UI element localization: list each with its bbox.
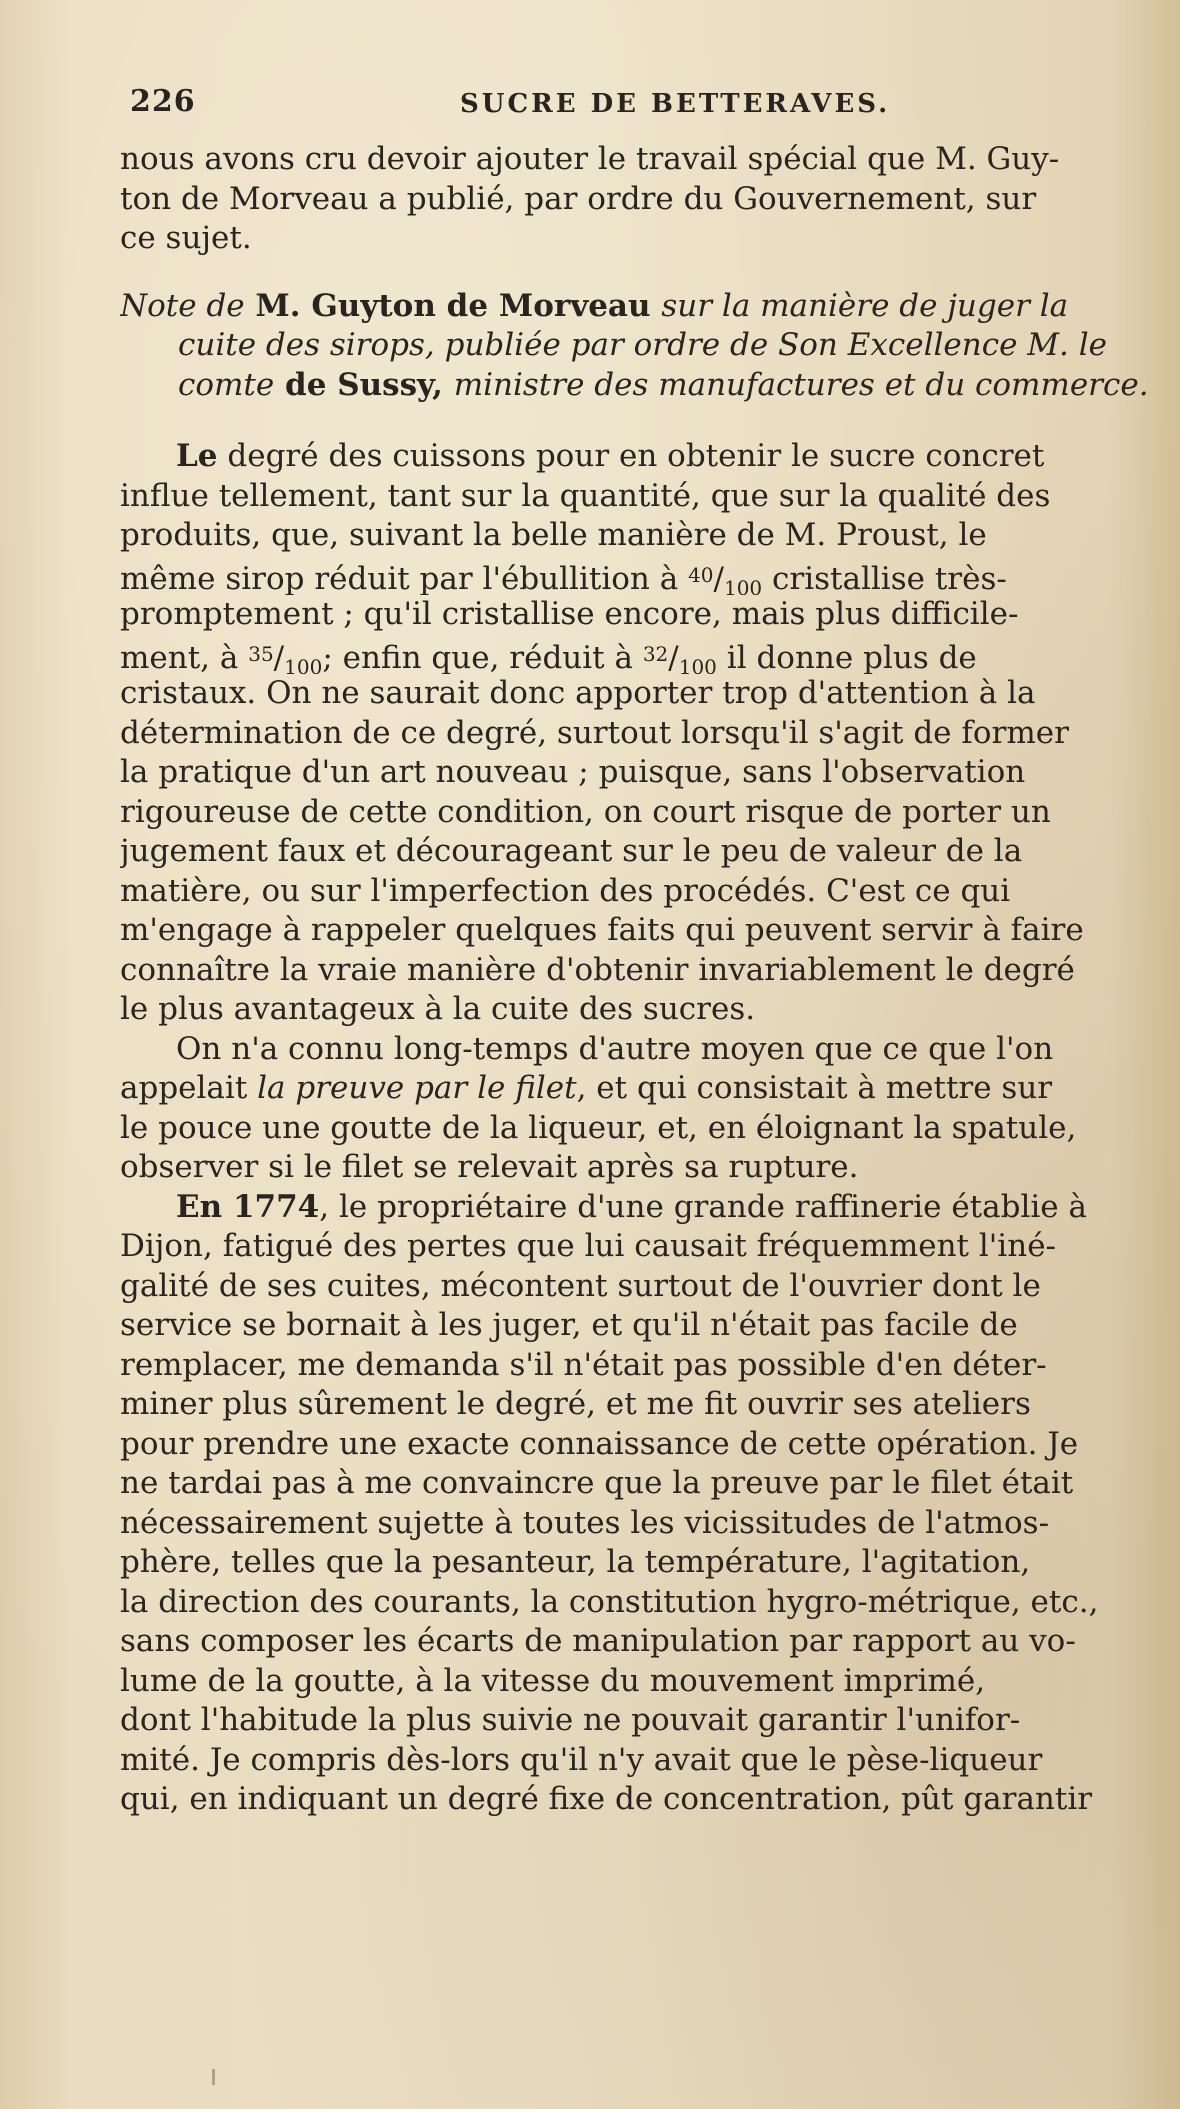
para3-line-10: phère, telles que la pesanteur, la température, l'agitation, [120,1544,1031,1580]
para1-line-6-c: il donne plus de [716,639,977,674]
para1-line-4: même sirop réduit par l'ébullition à $^{40}/_{100}$ cristallise très- [120,556,1180,596]
fraction-32-denominator: 100 [678,654,717,674]
spacer [120,259,1180,287]
para1-line-14: connaître la vraie manière d'obtenir invariablement le degré [120,951,1075,988]
note-title-a: sur la manière de juger la [661,287,1069,324]
para3-line-11: la direction des courants, la constitution hygro-métrique, etc., [120,1583,1099,1620]
body-text [120,140,1180,1820]
note-heading-line-3 [120,366,1180,406]
intro-line-3: ce sujet. [120,220,252,256]
para1-line-2: influe tellement, tant sur la quantité, que sur la qualité des [120,477,1051,514]
para3-line-1 [120,1188,1180,1228]
page-number: 226 [130,84,196,119]
running-head [130,80,1060,124]
para1-line-13: m'engage à rappeler quelques faits qui peuvent servir à faire [120,912,1084,948]
fraction-40-denominator: 100 [723,575,763,595]
para1-line-5: promptement ; qu'il cristallise encore, mais plus difficile- [120,596,1019,632]
para3-line-6: miner plus sûrement le degré, et me fit ouvrir ses ateliers [120,1386,1031,1422]
para1-line-12: matière, ou sur l'imperfection des procédés. C'est ce qui [120,872,1011,909]
para1-line-15: le plus avantageux à la cuite des sucres. [120,991,756,1027]
para2-line-2 [120,1069,1180,1109]
paper-mark [212,2069,215,2085]
para3-line-16: qui, en indiquant un degré fixe de concentration, pût garantir [120,1781,1093,1817]
para3-line-4: service se bornait à les juger, et qu'il n'était pas facile de [120,1307,1018,1343]
para3-line-3: galité de ses cuites, mécontent surtout de l'ouvrier dont le [120,1267,1041,1304]
para3-line-13: lume de la goutte, à la vitesse du mouvement imprimé, [120,1662,986,1699]
para1-line-4-b: cristallise très- [762,560,1007,595]
para1-lead: Le [176,438,218,474]
para3-line-2: Dijon, fatigué des pertes que lui causait fréquemment l'iné- [120,1228,1057,1264]
note-ministre: ministre des manufactures et du commerce. [453,366,1149,403]
intro-line-1: nous avons cru devoir ajouter le travail spécial que M. Guy- [120,141,1060,177]
intro-line-2: ton de Morveau a publié, par ordre du Gouvernement, sur [120,180,1037,217]
para3-line-15: mité. Je compris dès-lors qu'il n'y avait que le pèse-liqueur [120,1741,1043,1778]
para3-line-12: sans composer les écarts de manipulation par rapport au vo- [120,1623,1076,1659]
fraction-35-numerator: 35 [248,641,274,666]
para1-line-7: cristaux. On ne saurait donc apporter trop d'attention à la [120,675,1036,711]
fraction-32-numerator: 32 [642,641,669,666]
para3-line-8: ne tardai pas à me convaincre que la preuve par le filet était [120,1465,1074,1501]
note-label: Note de [120,287,245,324]
para2-line-2-a: appelait [120,1070,258,1106]
para1-line-1-rest: degré des cuissons pour en obtenir le sucre concret [217,438,1045,474]
spacer [120,405,1180,437]
note-heading-line-2: cuite des sirops, publiée par ordre de Son Excellence M. le [178,327,1107,363]
fraction-40-numerator: 40 [688,562,714,587]
fraction-35-denominator: 100 [284,654,323,674]
para1-line-11: jugement faux et décourageant sur le peu de valeur de la [120,833,1023,869]
para1-line-1 [120,437,1180,477]
para1-line-3: produits, que, suivant la belle manière de M. Proust, le [120,517,987,553]
para1-line-6-a: ment, à [120,639,249,674]
para3-lead: En 1774 [176,1188,320,1225]
para1-line-6: ment, à $^{35}/_{100}$; enfin que, réduit à $^{32}/_{100}$ il donne plus de [120,635,1180,675]
para2-line-3: le pouce une goutte de la liqueur, et, en éloignant la spatule, [120,1109,1077,1146]
para1-line-10: rigoureuse de cette condition, on court risque de porter un [120,793,1051,830]
para3-line-7: pour prendre une exacte connaissance de cette opération. Je [120,1425,1079,1462]
para2-line-1: On n'a connu long-temps d'autre moyen que ce que l'on [176,1030,1054,1067]
para2-line-4: observer si le filet se relevait après sa rupture. [120,1149,859,1185]
para2-line-2-c: , et qui consistait à mettre sur [576,1070,1053,1106]
para3-line-9: nécessairement sujette à toutes les vicissitudes de l'atmos- [120,1504,1050,1541]
para1-line-9: la pratique d'un art nouveau ; puisque, sans l'observation [120,754,1026,790]
running-title: SUCRE DE BETTERAVES. [460,89,891,119]
para1-line-6-b: ; enfin que, réduit à [322,639,643,674]
para3-line-14: dont l'habitude la plus suivie ne pouvait garantir l'unifor- [120,1702,1021,1738]
note-comte: comte [178,366,275,403]
para2-italic-phrase: la preuve par le filet [257,1070,577,1106]
para3-line-1-rest: , le propriétaire d'une grande raffinerie établie à [319,1188,1087,1225]
para1-line-4-a: même sirop réduit par l'ébullition à [120,560,689,595]
note-heading-line-1 [120,287,1180,327]
note-author: M. Guyton de Morveau [244,287,662,324]
note-sussy: de Sussy, [274,366,454,403]
para3-line-5: remplacer, me demanda s'il n'était pas possible d'en déter- [120,1346,1047,1383]
para1-line-8: détermination de ce degré, surtout lorsqu'il s'agit de former [120,714,1069,751]
